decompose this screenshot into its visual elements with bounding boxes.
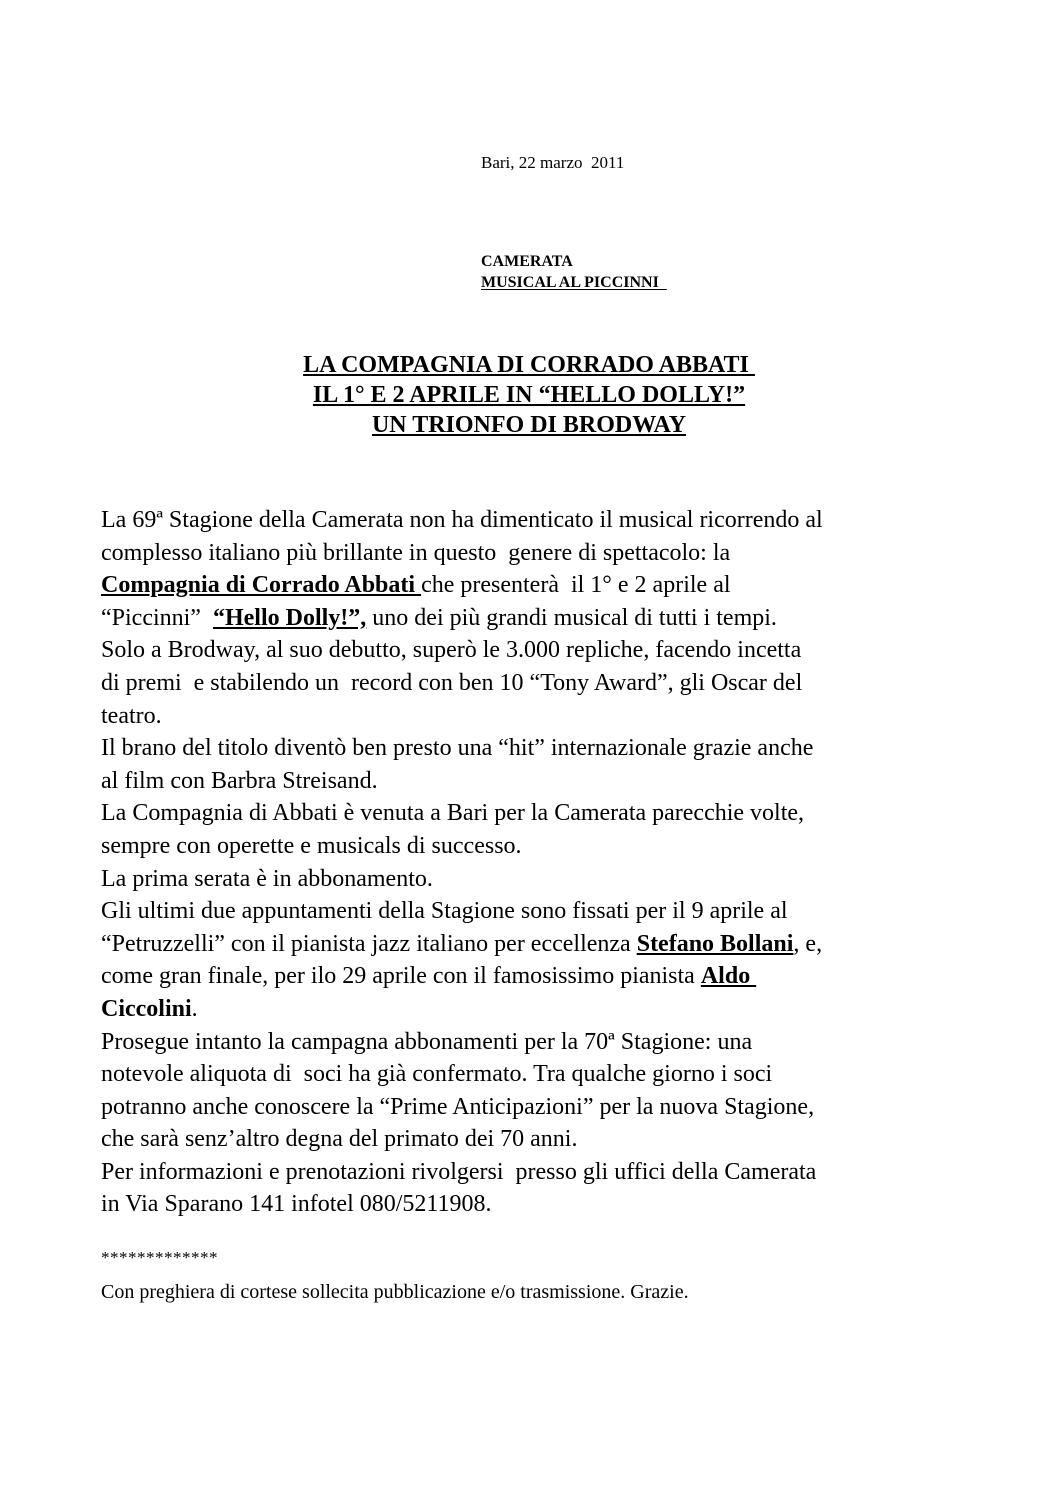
pianist-last-name-ciccolini: Ciccolini — [101, 995, 192, 1022]
body-line: La prima serata è in abbonamento. — [101, 865, 433, 892]
body-line: potranno anche conoscere la “Prime Anticipazioni” per la nuova Stagione, — [101, 1093, 815, 1120]
body-line — [101, 928, 981, 961]
body-line: Per informazioni e prenotazioni rivolgersi presso gli uffici della Camerata — [101, 1158, 817, 1185]
body-line: La 69ª Stagione della Camerata non ha dimenticato il musical ricorrendo al — [101, 507, 823, 533]
body-line: notevole aliquota di soci ha già confermato. Tra qualche giorno i soci — [101, 1061, 773, 1088]
show-title: “Hello Dolly!”, — [212, 604, 367, 631]
body-text-span: come gran finale, per ilo 29 aprile con il famosissimo pianista — [101, 963, 701, 990]
body-line: che sarà senz’altro degna del primato dei 70 anni. — [101, 1126, 578, 1153]
body-line: Il brano del titolo diventò ben presto una “hit” internazionale grazie anche — [101, 735, 814, 762]
body-line: Gli ultimi due appuntamenti della Stagione sono fissati per il 9 aprile al — [101, 898, 788, 925]
sender-header — [481, 251, 667, 293]
company-name: Compagnia di Corrado Abbati — [101, 572, 422, 599]
body-line: al film con Barbra Streisand. — [101, 767, 378, 794]
body-text-span: “Petruzzelli” con il pianista jazz italiano per eccellenza — [101, 930, 637, 957]
body-line: di premi e stabilendo un record con ben 10 “Tony Award”, gli Oscar del — [101, 669, 803, 696]
body-line: sempre con operette e musicals di successo. — [101, 832, 522, 859]
headline-line-1: LA COMPAGNIA DI CORRADO ABBATI — [303, 352, 755, 378]
body-line: in Via Sparano 141 infotel 080/5211908. — [101, 1191, 492, 1218]
body-line: La Compagnia di Abbati è venuta a Bari per la Camerata parecchie volte, — [101, 800, 805, 827]
body-text-span: “Piccinni” — [101, 604, 213, 631]
body-line — [101, 602, 981, 635]
subject-label: MUSICAL AL PICCINNI — [481, 274, 667, 291]
document-date: Bari, 22 marzo 2011 — [481, 153, 625, 172]
body-line — [101, 569, 981, 602]
body-line — [101, 993, 981, 1026]
body-text — [101, 504, 981, 1221]
headline-line-3: UN TRIONFO DI BRODWAY — [371, 412, 687, 438]
body-text-span: uno dei più grandi musical di tutti i tempi. — [366, 604, 777, 631]
sender-name: CAMERATA — [481, 253, 573, 270]
headline — [0, 350, 1058, 440]
headline-line-2: IL 1° E 2 APRILE IN “HELLO DOLLY!” — [312, 382, 746, 408]
body-text-span: che presenterà il 1° e 2 aprile al — [421, 572, 731, 599]
body-text-span: . — [191, 995, 198, 1022]
pianist-name-bollani: Stefano Bollani — [636, 930, 794, 957]
body-line: teatro. — [101, 702, 162, 729]
closing-note: Con preghiera di cortese sollecita pubblicazione e/o trasmissione. Grazie. — [101, 1281, 689, 1303]
body-text-span: , e, — [793, 930, 823, 957]
body-line: complesso italiano più brillante in questo genere di spettacolo: la — [101, 539, 731, 566]
pianist-first-name-aldo: Aldo — [700, 963, 757, 990]
body-line: Prosegue intanto la campagna abbonamenti per la 70ª Stagione: una — [101, 1028, 753, 1055]
body-line — [101, 960, 981, 993]
separator: ************* — [101, 1248, 218, 1267]
body-line: Solo a Brodway, al suo debutto, superò le 3.000 repliche, facendo incetta — [101, 637, 802, 664]
